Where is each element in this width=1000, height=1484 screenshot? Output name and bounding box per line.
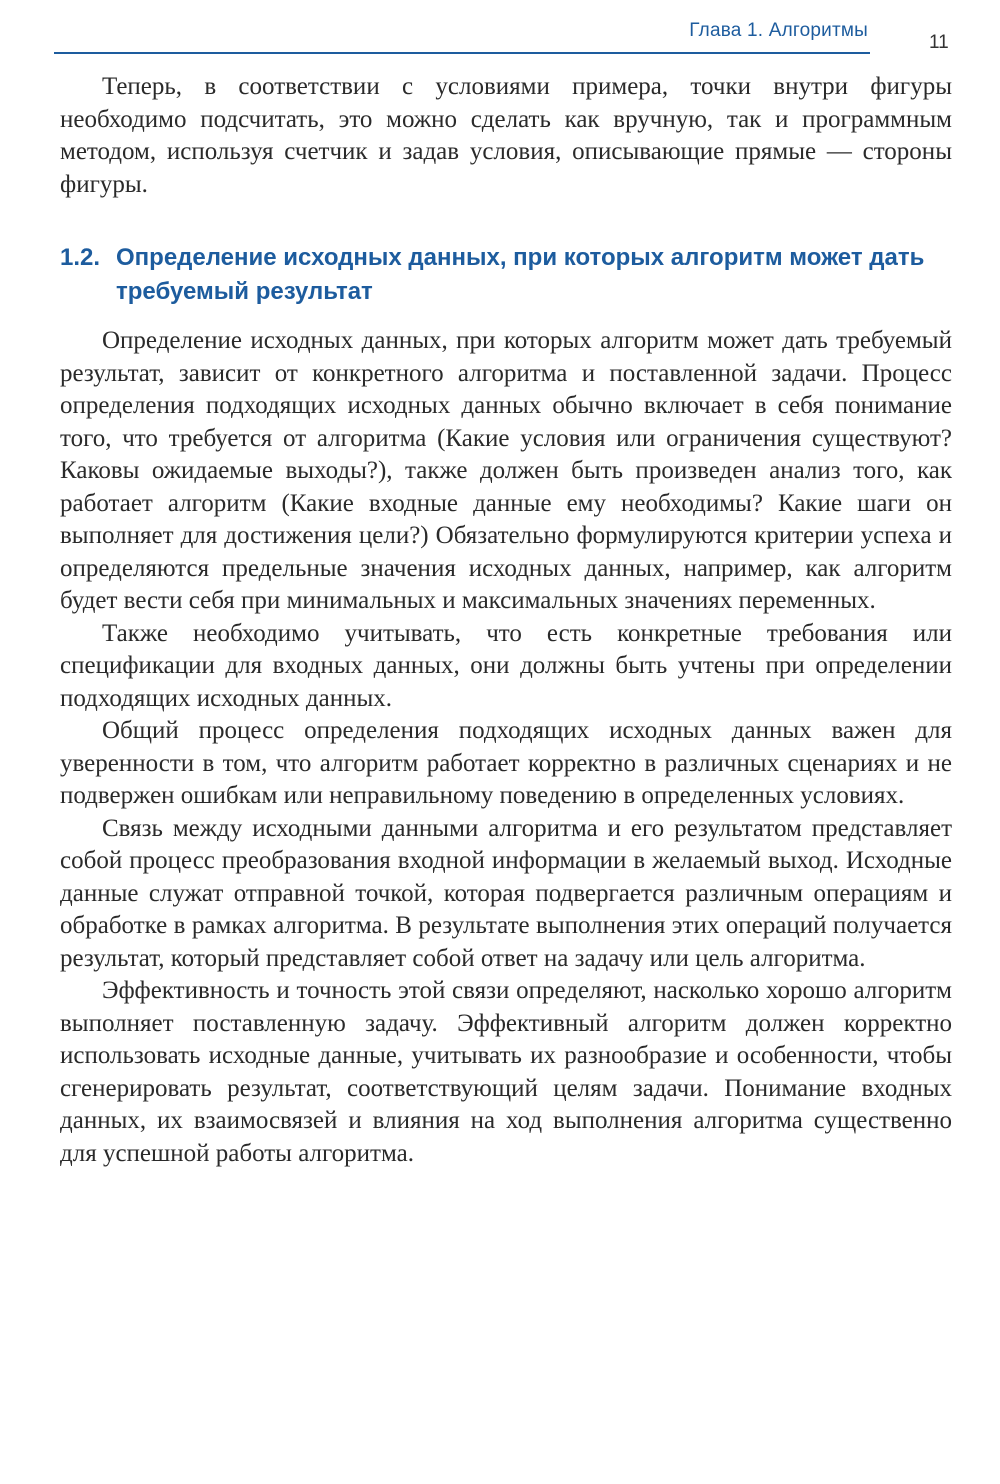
page-body <box>60 71 952 1170</box>
paragraph-1: Определение исходных данных, при которых алгоритм может дать требуемый результат, зависит от конкретного алгоритма и поставленной задачи. Процесс определения подходящих исходных данных обычно включает в себя понимание того, что требуется от алгоритма (Какие условия или ограничения существуют? Каковы ожидаемые выходы?), также должен быть произведен анализ того, как работает алгоритм (Какие входные данные ему необходимы? Какие шаги он выполняет для достижения цели?) Обязательно формулируются критерии успеха и определяются предельные значения исходных данных, например, как алгоритм будет вести себя при минимальных и максимальных значениях переменных. <box>60 327 952 614</box>
running-header <box>54 18 870 54</box>
section-number: 1.2. <box>60 244 101 271</box>
chapter-title: Глава 1. Алгоритмы <box>689 20 868 41</box>
section-title: Определение исходных данных, при которых алгоритм может дать требуемый результат <box>116 244 925 305</box>
intro-paragraph: Теперь, в соответствии с условиями примера, точки внутри фигуры необходимо подсчитать, это можно сделать как вручную, так и программным методом, используя счетчик и задав условия, описывающие прямые — стороны фигуры. <box>60 73 952 198</box>
paragraph-5: Эффективность и точность этой связи определяют, насколько хорошо алгоритм выполняет поставленную задачу. Эффективный алгоритм должен корректно использовать исходные данные, учитывать их разнообразие и особенности, чтобы сгенерировать результат, соответствующий целям задачи. Понимание входных данных, их взаимосвязей и влияния на ход выполнения алгоритма существенно для успешной работы алгоритма. <box>60 977 952 1167</box>
paragraph-2: Также необходимо учитывать, что есть конкретные требования или спецификации для входных данных, они должны быть учтены при определении подходящих исходных данных. <box>60 619 952 712</box>
page-number: 11 <box>929 32 949 53</box>
section-heading <box>60 241 952 309</box>
paragraph-3: Общий процесс определения подходящих исходных данных важен для уверенности в том, что алгоритм работает корректно в различных сценариях и не подвержен ошибкам или неправильному поведению в определенных условиях. <box>60 717 952 809</box>
paragraph-4: Связь между исходными данными алгоритма и его результатом представляет собой процесс преобразования входной информации в желаемый выход. Исходные данные служат отправной точкой, которая подвергается различным операциям и обработке в рамках алгоритма. В результате выполнения этих операций получается результат, который представляет собой ответ на задачу или цель алгоритма. <box>60 814 952 972</box>
